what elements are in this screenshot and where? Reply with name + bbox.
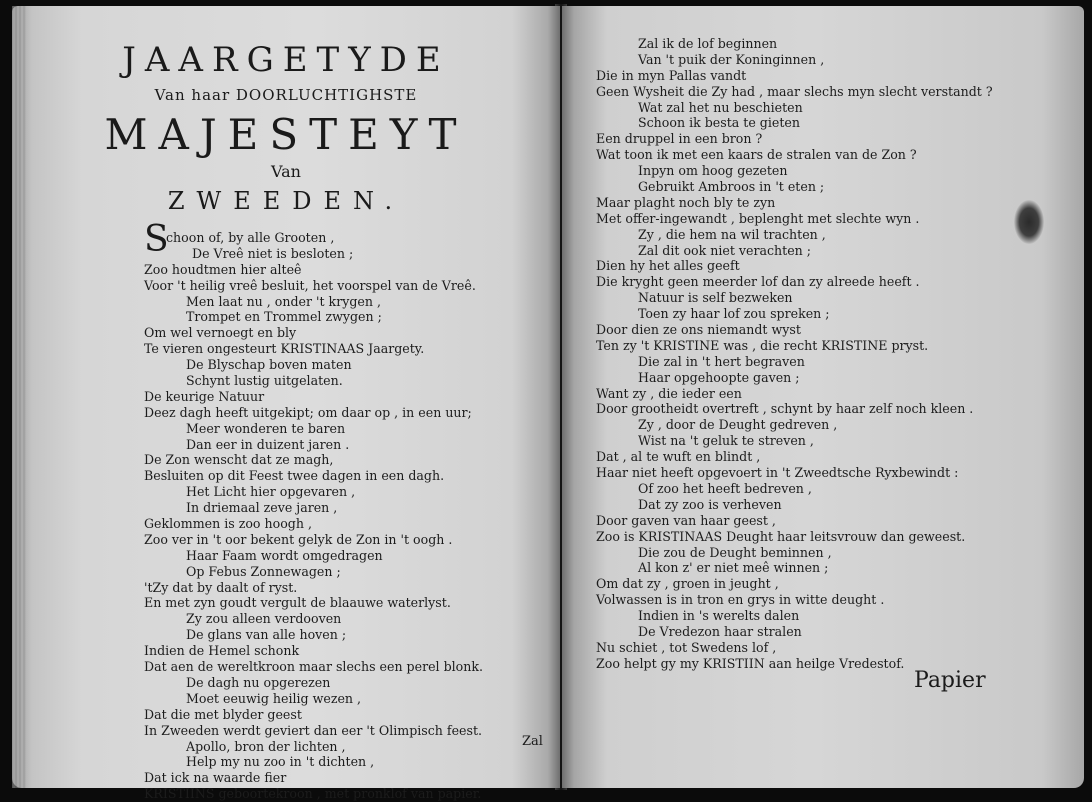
verse-line: Besluiten op dit Feest twee dagen in een dagh. xyxy=(144,468,445,484)
title-line-1: JAARGETYDE xyxy=(122,40,450,80)
title-line-4: Van xyxy=(271,162,301,181)
verse-line: Te vieren ongesteurt KRISTINAAS Jaargety. xyxy=(144,341,425,357)
verse-line: Gebruikt Ambroos in 't eten ; xyxy=(638,179,825,195)
verse-line: In driemaal zeve jaren , xyxy=(186,500,338,516)
verse-line: Die in myn Pallas vandt xyxy=(596,67,747,83)
verse-line: Die zal in 't hert begraven xyxy=(638,353,805,369)
verse-line: Die zou de Deught beminnen , xyxy=(638,544,832,560)
verse-line: De Vredezon haar stralen xyxy=(638,623,802,639)
verse-line: Zoo houdtmen hier alteê xyxy=(144,261,302,277)
title-line-3: MAJESTEYT xyxy=(104,110,468,159)
verse-line: In Zweeden werdt geviert dan eer 't Olimpisch feest. xyxy=(144,722,483,738)
verse-line: Of zoo het heeft bedreven , xyxy=(638,480,812,496)
verse-line: KRISTIINS geboortekroon , met pronklof van papier. xyxy=(144,786,482,802)
verse-line: Dan eer in duizent jaren . xyxy=(186,436,350,452)
verse-line: Wat zal het nu beschieten xyxy=(638,99,803,115)
verse-line: Op Febus Zonnewagen ; xyxy=(186,563,341,579)
verse-line: Het Licht hier opgevaren , xyxy=(186,484,356,500)
verse-line: Moet eeuwig heilig wezen , xyxy=(186,690,362,706)
verse-line: Zoo helpt gy my KRISTIIN aan heilge Vredestof. xyxy=(596,655,905,671)
verse-line: Met offer-ingewandt , beplenght met slechte wyn . xyxy=(596,210,920,226)
verse-line: Door grootheidt overtreft , schynt by haar zelf noch kleen . xyxy=(596,401,974,417)
verse-line: Schoon ik besta te gieten xyxy=(638,115,800,131)
verse-line: Toen zy haar lof zou spreken ; xyxy=(638,306,830,322)
verse-line: Trompet en Trommel zwygen ; xyxy=(186,309,382,325)
verse-line: Apollo, bron der lichten , xyxy=(186,738,346,754)
verse-line: Haar Faam wordt omgedragen xyxy=(186,547,383,563)
verse-line: Zoo is KRISTINAAS Deught haar leitsvrouw dan geweest. xyxy=(596,528,966,544)
catchword-right: Papier xyxy=(914,668,986,693)
verse-line: Haar niet heeft opgevoert in 't Zweedtsche Ryxbewindt : xyxy=(596,465,959,481)
verse-line: Indien in 's werelts dalen xyxy=(638,608,800,624)
verse-line: De Zon wenscht dat ze magh, xyxy=(144,452,334,468)
verse-line: Geen Wysheit die Zy had , maar slechs myn slecht verstandt ? xyxy=(596,83,993,99)
verse-line: Nu schiet , tot Swedens lof , xyxy=(596,639,777,655)
verse-line: Zy , door de Deught gedreven , xyxy=(638,417,838,433)
drop-cap: S xyxy=(144,219,169,260)
right-page xyxy=(562,6,1084,788)
verse-line: Men laat nu , onder 't krygen , xyxy=(186,293,381,309)
verse-line: Zoo ver in 't oor bekent gelyk de Zon in 't oogh . xyxy=(144,531,453,547)
verse-line: Haar opgehoopte gaven ; xyxy=(638,369,800,385)
verse-line: Een druppel in een bron ? xyxy=(596,131,763,147)
verse-line: Help my nu zoo in 't dichten , xyxy=(186,754,375,770)
verse-line: Ten zy 't KRISTINE was , die recht KRISTINE pryst. xyxy=(596,337,929,353)
verse-line: Voor 't heilig vreê besluit, het voorspel van de Vreê. xyxy=(144,277,476,293)
right-poem xyxy=(596,36,1076,672)
verse-line: choon of, by alle Grooten , xyxy=(166,230,335,245)
verse-line: Dat aen de wereltkroon maar slechs een perel blonk. xyxy=(144,659,483,675)
verse-line: Van 't puik der Koninginnen , xyxy=(638,51,825,67)
verse-line: Zal ik de lof beginnen xyxy=(638,36,778,51)
verse-line: Dat , al te wuft en blindt , xyxy=(596,449,761,465)
verse-line: Al kon z' er niet meê winnen ; xyxy=(638,560,829,576)
verse-line: De dagh nu opgerezen xyxy=(186,674,331,690)
verse-line: Door gaven van haar geest , xyxy=(596,512,776,528)
verse-line: Meer wonderen te baren xyxy=(186,420,346,436)
verse-line: Maar plaght noch bly te zyn xyxy=(596,194,776,210)
verse-line: De Vreê niet is besloten ; xyxy=(192,245,354,261)
verse-line: Zy zou alleen verdooven xyxy=(186,611,342,627)
verse-line: Die kryght geen meerder lof dan zy alreede heeft . xyxy=(596,274,920,290)
verse-line: Wist na 't geluk te streven , xyxy=(638,433,814,449)
verse-line: Dien hy het alles geeft xyxy=(596,258,740,274)
verse-line: Zal dit ook niet verachten ; xyxy=(638,242,812,258)
verse-line: Natuur is self bezweken xyxy=(638,290,793,306)
catchword-left: Zal xyxy=(522,734,543,749)
left-poem xyxy=(144,230,554,802)
verse-line: Wat toon ik met een kaars de stralen van de Zon ? xyxy=(596,147,917,163)
verse-line: Want zy , die ieder een xyxy=(596,385,742,401)
verse-line: Geklommen is zoo hoogh , xyxy=(144,516,312,532)
title-line-5: ZWEEDEN. xyxy=(167,187,405,215)
verse-line: Dat die met blyder geest xyxy=(144,706,302,722)
title-line-2: Van haar DOORLUCHTIGHSTE xyxy=(154,86,418,104)
verse-line: De Blyschap boven maten xyxy=(186,357,352,373)
verse-line: De glans van alle hoven ; xyxy=(186,627,347,643)
verse-line: Om wel vernoegt en bly xyxy=(144,325,297,341)
verse-line: Dat zy zoo is verheven xyxy=(638,496,782,512)
verse-line: Om dat zy , groen in jeught , xyxy=(596,576,779,592)
verse-line: 'tZy dat by daalt of ryst. xyxy=(144,579,298,595)
verse-line: En met zyn goudt vergult de blaauwe waterlyst. xyxy=(144,595,451,611)
verse-line: Inpyn om hoog gezeten xyxy=(638,163,788,179)
verse-line: Dat ick na waarde fier xyxy=(144,770,287,786)
verse-line: Door dien ze ons niemandt wyst xyxy=(596,322,801,338)
verse-line: De keurige Natuur xyxy=(144,388,265,404)
verse-line: Deez dagh heeft uitgekipt; om daar op , in een uur; xyxy=(144,404,472,420)
verse-line: Indien de Hemel schonk xyxy=(144,643,300,659)
left-page xyxy=(12,6,560,802)
verse-line: Volwassen is in tron en grys in witte deught . xyxy=(596,592,885,608)
verse-line: Schynt lustig uitgelaten. xyxy=(186,373,343,389)
verse-line: Zy , die hem na wil trachten , xyxy=(638,226,826,242)
